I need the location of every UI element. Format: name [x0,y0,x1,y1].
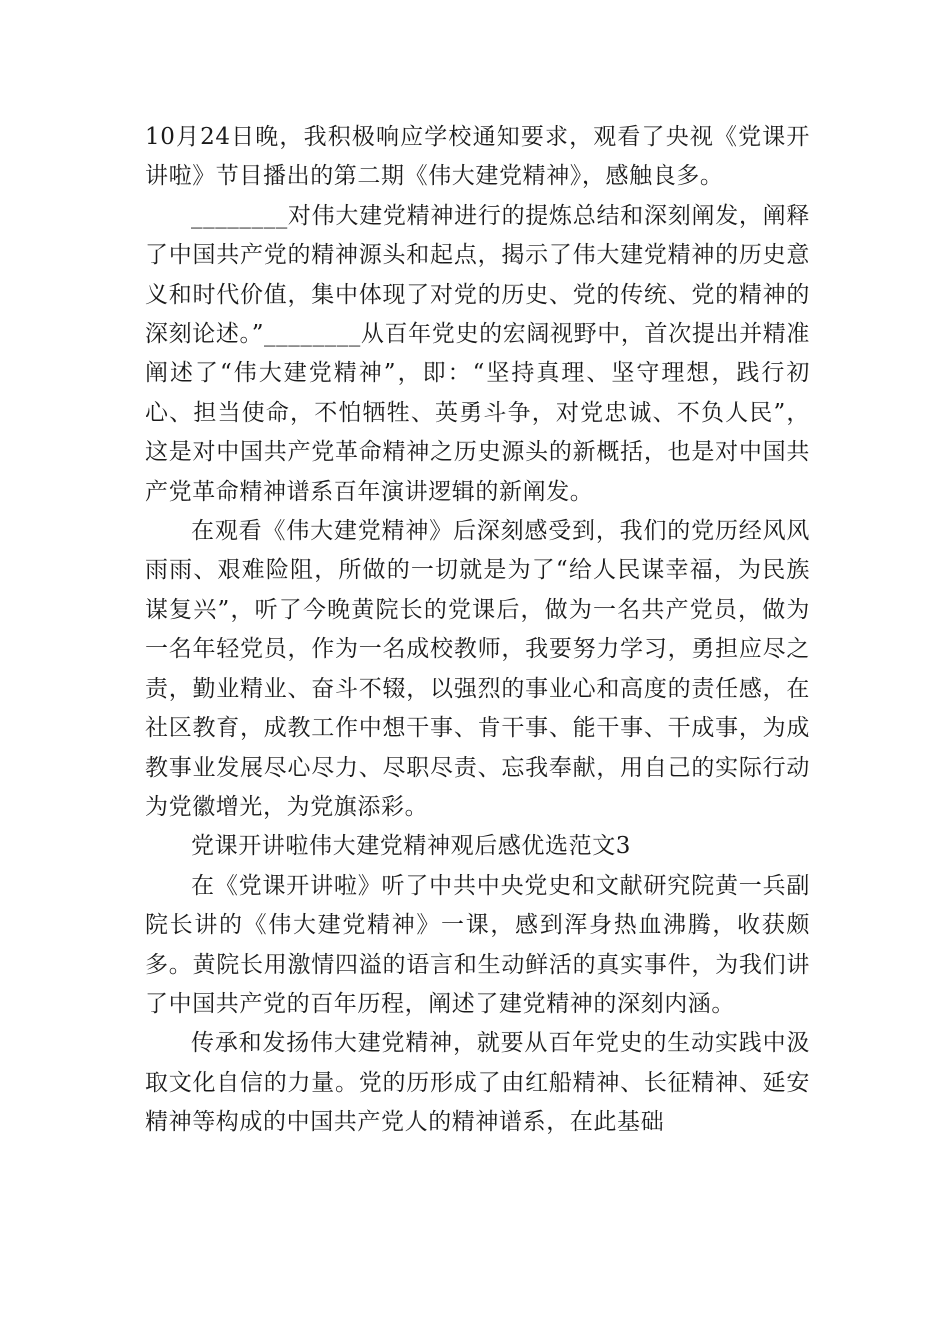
document-page [145,118,810,1143]
paragraph-1: 10月24日晚，我积极响应学校通知要求，观看了央视《党课开讲啦》节目播出的第二期《伟大建党精神》，感触良多。 [145,124,810,190]
section-heading: 党课开讲啦伟大建党精神观后感优选范文3 [191,833,632,860]
paragraph-3: 在观看《伟大建党精神》后深刻感受到，我们的党历经风风雨雨、艰难险阻，所做的一切就是为了“给人民谋幸福，为民族谋复兴”，听了今晚黄院长的党课后，做为一名共产党员，做为一名年轻党员，作为一名成校教师，我要努力学习，勇担应尽之责，勤业精业、奋斗不辍，以强烈的事业心和高度的责任感，在社区教育，成教工作中想干事、肯干事、能干事、干成事，为成教事业发展尽心尽力、尽职尽责、忘我奉献，用自己的实际行动为党徽增光，为党旗添彩。 [145,518,810,820]
paragraph-5: 传承和发扬伟大建党精神，就要从百年党史的生动实践中汲取文化自信的力量。党的历形成了由红船精神、长征精神、延安精神等构成的中国共产党人的精神谱系，在此基础 [145,1030,810,1136]
paragraph-2: ________对伟大建党精神进行的提炼总结和深刻阐发，阐释了中国共产党的精神源头和起点，揭示了伟大建党精神的历史意义和时代价值，集中体现了对党的历史、党的传统、党的精神的深刻论述。”________从百年党史的宏阔视野中，首次提出并精准阐述了“伟大建党精神”，即：“坚持真理、坚守理想，践行初心、担当使命，不怕牺牲、英勇斗争，对党忠诚、不负人民”，这是对中国共产党革命精神之历史源头的新概括，也是对中国共产党革命精神谱系百年演讲逻辑的新阐发。 [145,202,810,505]
paragraph-4: 在《党课开讲啦》听了中共中央党史和文献研究院黄一兵副院长讲的《伟大建党精神》一课，感到浑身热血沸腾，收获颇多。黄院长用激情四溢的语言和生动鲜活的真实事件，为我们讲了中国共产党的百年历程，阐述了建党精神的深刻内涵。 [145,872,810,1017]
